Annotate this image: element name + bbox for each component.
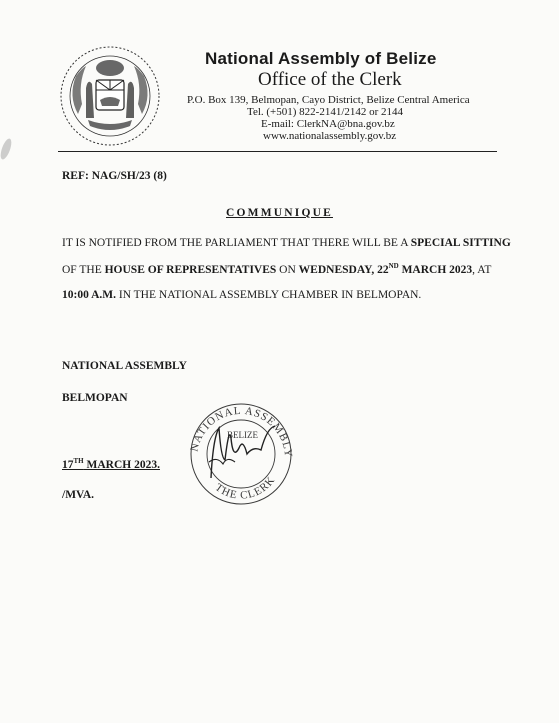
body-line-2 bbox=[62, 262, 491, 276]
body-text: IN THE NATIONAL ASSEMBLY CHAMBER IN BELMOPAN. bbox=[115, 289, 422, 301]
stamp-middle-text: BELIZE bbox=[227, 430, 258, 440]
body-line-3 bbox=[62, 289, 421, 301]
header-divider bbox=[58, 151, 497, 152]
body-emphasis: 10:00 A.M. bbox=[62, 289, 116, 301]
letterhead-title: National Assembly of Belize bbox=[205, 49, 437, 68]
letterhead-telephone: Tel. (+501) 822-2141/2142 or 2144 bbox=[247, 106, 404, 118]
date-ordinal-suffix: TH bbox=[73, 457, 84, 465]
document-heading: COMMUNIQUE bbox=[226, 207, 333, 219]
typist-initials: /MVA. bbox=[62, 489, 95, 501]
ordinal-suffix: ND bbox=[388, 262, 399, 270]
signoff-organization: NATIONAL ASSEMBLY bbox=[62, 360, 187, 372]
clerk-stamp bbox=[183, 398, 299, 506]
scan-mark bbox=[0, 137, 14, 160]
body-emphasis: WEDNESDAY, 22 bbox=[298, 263, 389, 276]
reference-number: REF: NAG/SH/23 (8) bbox=[62, 170, 167, 182]
date-rest: MARCH 2023. bbox=[83, 458, 160, 471]
letterhead-email: E-mail: ClerkNA@bna.gov.bz bbox=[261, 118, 395, 130]
letterhead-address: P.O. Box 139, Belmopan, Cayo District, Belize Central America bbox=[187, 94, 470, 106]
letterhead-subtitle: Office of the Clerk bbox=[258, 69, 402, 90]
letterhead-website: www.nationalassembly.gov.bz bbox=[263, 130, 397, 142]
body-line-1 bbox=[62, 237, 511, 249]
body-text: ON bbox=[276, 263, 299, 276]
body-text: IT IS NOTIFIED FROM THE PARLIAMENT THAT THERE WILL BE A bbox=[62, 237, 411, 249]
signoff-location: BELMOPAN bbox=[62, 392, 128, 404]
stamp-top-text: NATIONAL ASSEMBLY bbox=[188, 404, 295, 459]
body-emphasis: SPECIAL SITTING bbox=[410, 237, 511, 249]
body-emphasis: HOUSE OF REPRESENTATIVES bbox=[104, 263, 277, 276]
date-day: 17 bbox=[62, 458, 74, 471]
stamp-bottom-text: THE CLERK bbox=[212, 474, 278, 502]
body-text: , AT bbox=[472, 263, 492, 276]
coat-of-arms-seal bbox=[58, 44, 162, 148]
body-text: OF THE bbox=[62, 263, 105, 276]
body-emphasis: MARCH 2023 bbox=[398, 263, 473, 276]
signoff-date bbox=[62, 457, 160, 471]
